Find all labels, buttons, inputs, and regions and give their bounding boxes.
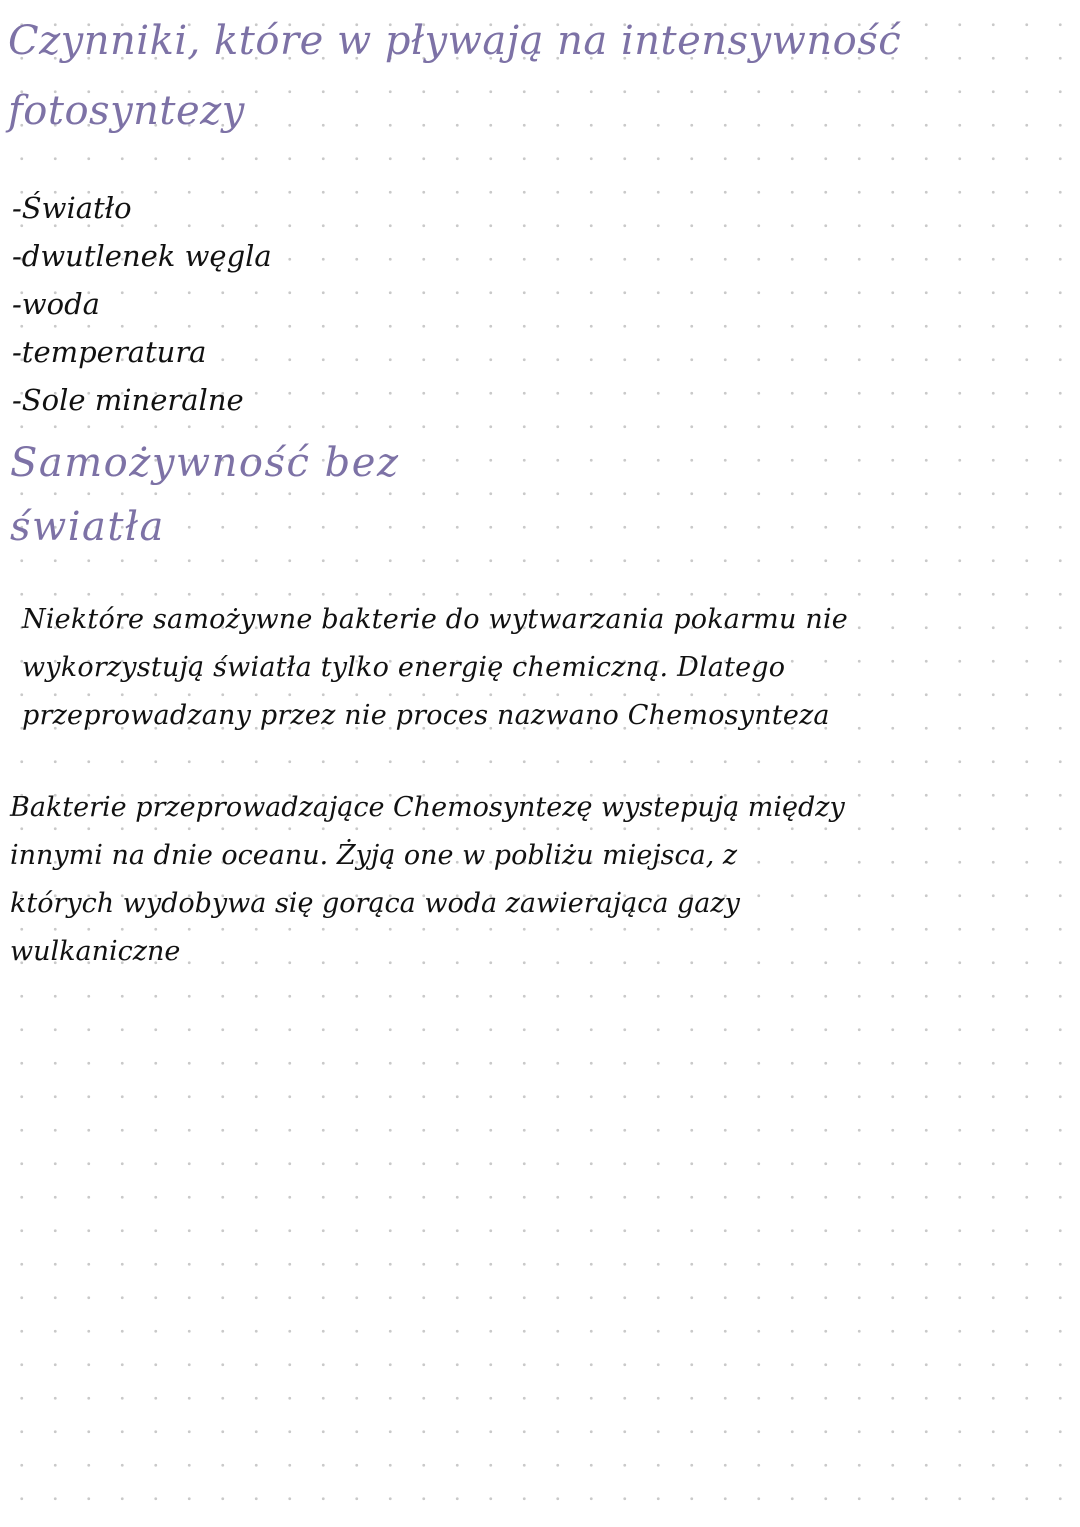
factors-list — [12, 184, 272, 424]
paragraph-chemosynthesis-definition — [22, 596, 848, 740]
list-item: -Sole mineralne — [12, 383, 244, 417]
section-heading-line-2: światła — [10, 504, 165, 550]
paragraph-line: wykorzystują światła tylko energię chemiczną. Dlatego — [22, 652, 786, 683]
title-line-1: Czynniki, które w pływają na intensywność — [8, 18, 902, 64]
paragraph-line: których wydobywa się gorąca woda zawierająca gazy — [10, 888, 740, 919]
paragraph-line: innymi na dnie oceanu. Żyją one w pobliżu miejsca, z — [10, 840, 738, 871]
title-line-2: fotosyntezy — [8, 88, 245, 134]
paragraph-chemosynthesis-habitat — [10, 784, 845, 976]
list-item: -dwutlenek węgla — [12, 239, 272, 273]
paragraph-line: przeprowadzany przez nie proces nazwano Chemosynteza — [22, 700, 830, 731]
paragraph-line: Bakterie przeprowadzające Chemosyntezę wystepują między — [10, 792, 845, 823]
paragraph-line: wulkaniczne — [10, 936, 181, 967]
section-heading-line-1: Samożywność bez — [10, 440, 400, 486]
list-item: -Światło — [12, 191, 132, 225]
list-item: -woda — [12, 287, 100, 321]
paragraph-line: Niektóre samożywne bakterie do wytwarzania pokarmu nie — [22, 604, 848, 635]
list-item: -temperatura — [12, 335, 207, 369]
